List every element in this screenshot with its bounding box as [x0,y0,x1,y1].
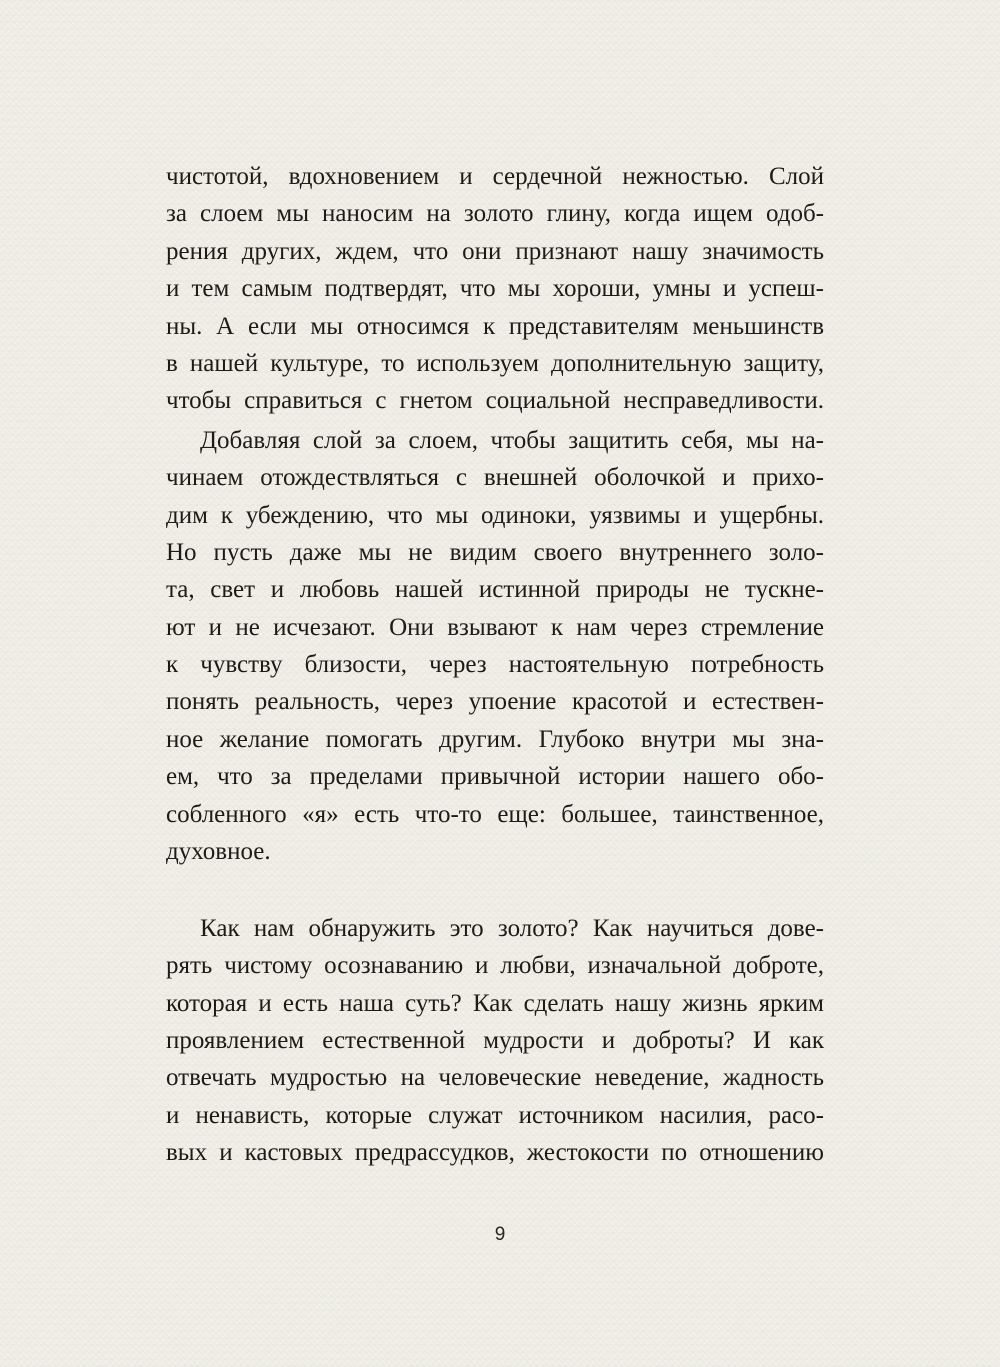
text-line: та, свет и любовь нашей истинной природы не тускне- [166,576,824,604]
text-line: Но пусть даже мы не видим своего внутреннего золо- [166,538,824,566]
text-line: ем, что за пределами привычной истории нашего обо- [166,763,824,791]
text-line: ны. А если мы относимся к представителям меньшинств [166,312,824,340]
text-line: в нашей культуре, то используем дополнительную защиту, [166,349,824,377]
text-line: собленного «я» есть что-то еще: большее, таинственное, [166,800,824,828]
paragraph-2 [166,422,824,908]
text-line: и ненависть, которые служат источником насилия, расо- [166,1101,824,1129]
text-line: духовное. [166,838,271,866]
text-line: понять реальность, через упоение красотой и естествен- [166,688,824,716]
text-line [166,870,824,907]
text-line: к чувству близости, через настоятельную потребность [166,651,824,679]
text-line: отвечать мудростью на человеческие неведение, жадность [166,1064,824,1092]
text-line: которая и есть наша суть? Как сделать нашу жизнь ярким [166,989,824,1017]
text-line: чтобы справиться с гнетом социальной несправедливости. [166,387,824,415]
text-line: чинаем отождествляться с внешней оболочкой и прихо- [166,464,824,492]
paragraph-1 [166,158,824,420]
text-line: рять чистому осознаванию и любви, изначальной доброте, [166,952,824,980]
text-line: ют и не исчезают. Они взывают к нам через стремление [166,613,824,641]
text-line: вых и кастовых предрассудков, жестокости по отношению [166,1139,824,1167]
text-line: проявлением естественной мудрости и доброты? И как [166,1026,824,1054]
text-line: дим к убеждению, что мы одиноки, уязвимы и ущербны. [166,501,824,529]
text-line: рения других, ждем, что они признают нашу значимость [166,237,824,265]
text-line: Добавляя слой за слоем, чтобы защитить себя, мы на- [200,426,824,454]
text-line: ное желание помогать другим. Глубоко внутри мы зна- [166,725,824,753]
text-line: и тем самым подтвердят, что мы хороши, умны и успеш- [166,275,824,303]
paragraph-3 [166,910,824,1172]
text-line: Как нам обнаружить это золото? Как научиться дове- [200,914,824,942]
text-line: чистотой, вдохновением и сердечной нежностью. Слой [166,163,824,190]
page-number: 9 [494,1224,506,1245]
text-line: за слоем мы наносим на золото глину, когда ищем одоб- [166,200,824,228]
body-text [166,158,824,1172]
